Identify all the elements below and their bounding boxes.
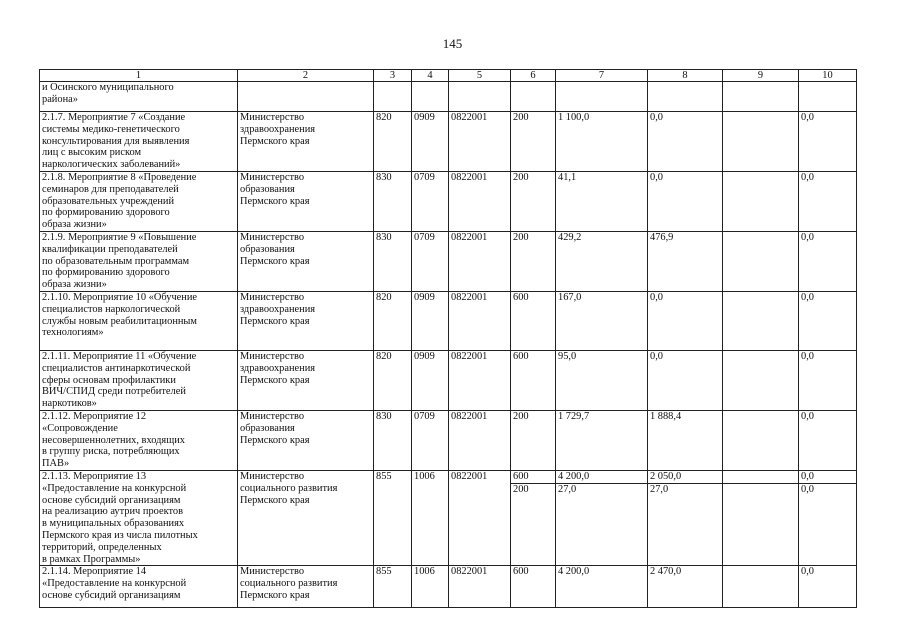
responsible-org-cell: Министерство здравоохранения Пермского края [238,350,374,410]
header-cell: 1 [40,70,238,82]
amount-col7-cell [556,410,648,470]
cell-value: 0,0 [801,410,814,422]
cell-value [801,82,854,94]
amount-col8-cell [648,231,723,291]
cell-value [650,82,720,94]
amount-col9-cell [723,291,799,350]
target-article-cell: 0822001 [449,171,511,231]
amount-col7-cell [556,566,648,608]
expense-type-cell [511,470,556,565]
amount-col8-cell [648,350,723,410]
amount-col7-cell [556,350,648,410]
target-article-cell: 0822001 [449,231,511,291]
header-cell: 6 [511,70,556,82]
amount-col7-cell [556,470,648,565]
cell-value: 0,0 [801,112,814,123]
cell-value: 2 050,0 [650,470,682,482]
cell-value: 4 200,0 [558,470,590,482]
target-article-cell: 0822001 [449,350,511,410]
amount-col10-cell [799,82,857,112]
amount-col9-cell [723,566,799,608]
expense-type-cell [511,291,556,350]
cell-value: 0,0 [801,350,814,362]
cell-value: 95,0 [558,350,577,362]
cell-value: 200 [513,112,529,123]
amount-col10-cell [799,566,857,608]
activity-name-cell: 2.1.13. Мероприятие 13 «Предоставление на конкурсной основе субсидий организациям на реализацию аутрич проектов в муниципальных образованиях Пермского края из числа пилотных территорий, определенных в рамках Программы» [40,470,238,565]
amount-col10-cell [799,410,857,470]
responsible-org-cell: Министерство социального развития Пермского края [238,566,374,608]
header-cell: 5 [449,70,511,82]
cell-value [725,351,796,363]
expense-type-cell [511,566,556,608]
table-row [40,82,857,112]
header-cell: 3 [374,70,412,82]
header-cell: 4 [412,70,449,82]
cell-value [725,112,796,124]
target-article-cell: 0822001 [449,112,511,172]
cell-value [725,471,796,483]
responsible-org-cell: Министерство образования Пермского края [238,171,374,231]
header-cell: 7 [556,70,648,82]
amount-col10-cell [799,350,857,410]
cell-value: 41,1 [558,171,577,183]
responsible-org-cell [238,82,374,112]
cell-value: 27,0 [648,483,722,496]
expense-type-cell [511,112,556,172]
budget-table [39,69,857,608]
amount-col10-cell [799,231,857,291]
amount-col7-cell [556,112,648,172]
cell-value: 429,2 [558,231,582,243]
cell-value: 0,0 [801,470,814,482]
cell-value: 0,0 [801,566,814,578]
header-cell: 9 [723,70,799,82]
amount-col8-cell [648,112,723,172]
table-row [40,112,857,172]
section-code-cell: 1006 [412,470,449,565]
cell-value: 600 [513,291,529,303]
cell-value [725,172,796,184]
cell-value [725,566,796,578]
amount-col9-cell [723,350,799,410]
amount-col9-cell [723,410,799,470]
amount-col9-cell [723,112,799,172]
section-code-cell: 1006 [412,566,449,608]
cell-value: 1 729,7 [558,410,590,422]
cell-value: 0,0 [799,483,856,496]
amount-col8-cell [648,566,723,608]
responsible-org-cell: Министерство здравоохранения Пермского края [238,291,374,350]
target-article-cell: 0822001 [449,470,511,565]
header-cell: 8 [648,70,723,82]
ministry-code-cell: 820 [374,112,412,172]
activity-name-cell: 2.1.14. Мероприятие 14 «Предоставление на конкурсной основе субсидий организациям [40,566,238,608]
cell-value: 167,0 [558,291,582,303]
table-row [40,231,857,291]
amount-col8-cell [648,291,723,350]
cell-value: 200 [511,483,555,496]
amount-col10-cell [799,470,857,565]
section-code-cell: 0709 [412,231,449,291]
responsible-org-cell: Министерство социального развития Пермского края [238,470,374,565]
activity-name-cell: и Осинского муниципального района» [40,82,238,112]
cell-value [725,232,796,244]
amount-col7-cell [556,291,648,350]
activity-name-cell: 2.1.12. Мероприятие 12 «Сопровождение несовершеннолетних, входящих в группу риска, потребляющих ПАВ» [40,410,238,470]
expense-type-cell [511,171,556,231]
cell-value: 0,0 [650,291,663,303]
header-cell: 2 [238,70,374,82]
ministry-code-cell: 830 [374,231,412,291]
header-row [40,70,857,82]
amount-col8-cell [648,171,723,231]
target-article-cell: 0822001 [449,410,511,470]
cell-value: 0,0 [801,231,814,243]
expense-type-cell [511,410,556,470]
cell-value: 600 [513,350,529,362]
amount-col10-cell [799,112,857,172]
target-article-cell: 0822001 [449,291,511,350]
page-number: 145 [442,36,463,51]
cell-value: 0,0 [650,171,663,183]
ministry-code-cell: 830 [374,171,412,231]
table-row [40,410,857,470]
cell-value [558,82,645,94]
table-row [40,350,857,410]
expense-type-cell [511,231,556,291]
amount-col9-cell [723,470,799,565]
section-code-cell: 0909 [412,112,449,172]
amount-col8-cell [648,470,723,565]
responsible-org-cell: Министерство образования Пермского края [238,231,374,291]
responsible-org-cell: Министерство здравоохранения Пермского края [238,112,374,172]
cell-value: 1 100,0 [558,112,590,123]
target-article-cell [449,82,511,112]
section-code-cell [412,82,449,112]
cell-value: 1 888,4 [650,410,682,422]
expense-type-cell [511,350,556,410]
ministry-code-cell: 855 [374,566,412,608]
table-row [40,171,857,231]
cell-value [725,82,796,94]
amount-col7-cell [556,231,648,291]
section-code-cell: 0909 [412,291,449,350]
cell-value: 200 [513,171,529,183]
section-code-cell: 0709 [412,410,449,470]
cell-value: 4 200,0 [558,566,590,578]
activity-name-cell: 2.1.11. Мероприятие 11 «Обучение специалистов антинаркотической сферы основам профилактики ВИЧ/СПИД среди потребителей наркотиков» [40,350,238,410]
cell-value: 200 [513,410,529,422]
cell-value: 476,9 [650,231,674,243]
cell-value [513,82,553,94]
cell-value: 0,0 [650,112,663,123]
cell-value: 0,0 [801,171,814,183]
table-row [40,470,857,565]
cell-value [725,292,796,304]
amount-col8-cell [648,82,723,112]
amount-col7-cell [556,171,648,231]
cell-value: 600 [513,470,529,482]
ministry-code-cell: 820 [374,350,412,410]
activity-name-cell: 2.1.7. Мероприятие 7 «Создание системы медико-генетического консультирования для выявления лиц с высоким риском наркологических заболеваний» [40,112,238,172]
amount-col10-cell [799,171,857,231]
ministry-code-cell: 855 [374,470,412,565]
cell-value [725,411,796,423]
amount-col9-cell [723,82,799,112]
activity-name-cell: 2.1.8. Мероприятие 8 «Проведение семинаров для преподавателей образовательных учреждений по формированию здорового образа жизни» [40,171,238,231]
cell-value: 600 [513,566,529,578]
section-code-cell: 0909 [412,350,449,410]
amount-col9-cell [723,231,799,291]
ministry-code-cell: 820 [374,291,412,350]
target-article-cell: 0822001 [449,566,511,608]
amount-col10-cell [799,291,857,350]
cell-value [723,483,798,496]
table-row [40,566,857,608]
table-row [40,291,857,350]
cell-value: 2 470,0 [650,566,682,578]
cell-value: 0,0 [650,350,663,362]
activity-name-cell: 2.1.10. Мероприятие 10 «Обучение специалистов наркологической службы новым реабилитационным технологиям» [40,291,238,350]
amount-col8-cell [648,410,723,470]
amount-col9-cell [723,171,799,231]
ministry-code-cell: 830 [374,410,412,470]
responsible-org-cell: Министерство образования Пермского края [238,410,374,470]
ministry-code-cell [374,82,412,112]
table-body [40,82,857,608]
header-cell: 10 [799,70,857,82]
cell-value: 0,0 [801,291,814,303]
cell-value: 27,0 [556,483,647,496]
cell-value: 200 [513,231,529,243]
amount-col7-cell [556,82,648,112]
section-code-cell: 0709 [412,171,449,231]
activity-name-cell: 2.1.9. Мероприятие 9 «Повышение квалификации преподавателей по образовательным программам по формированию здорового образа жизни» [40,231,238,291]
expense-type-cell [511,82,556,112]
